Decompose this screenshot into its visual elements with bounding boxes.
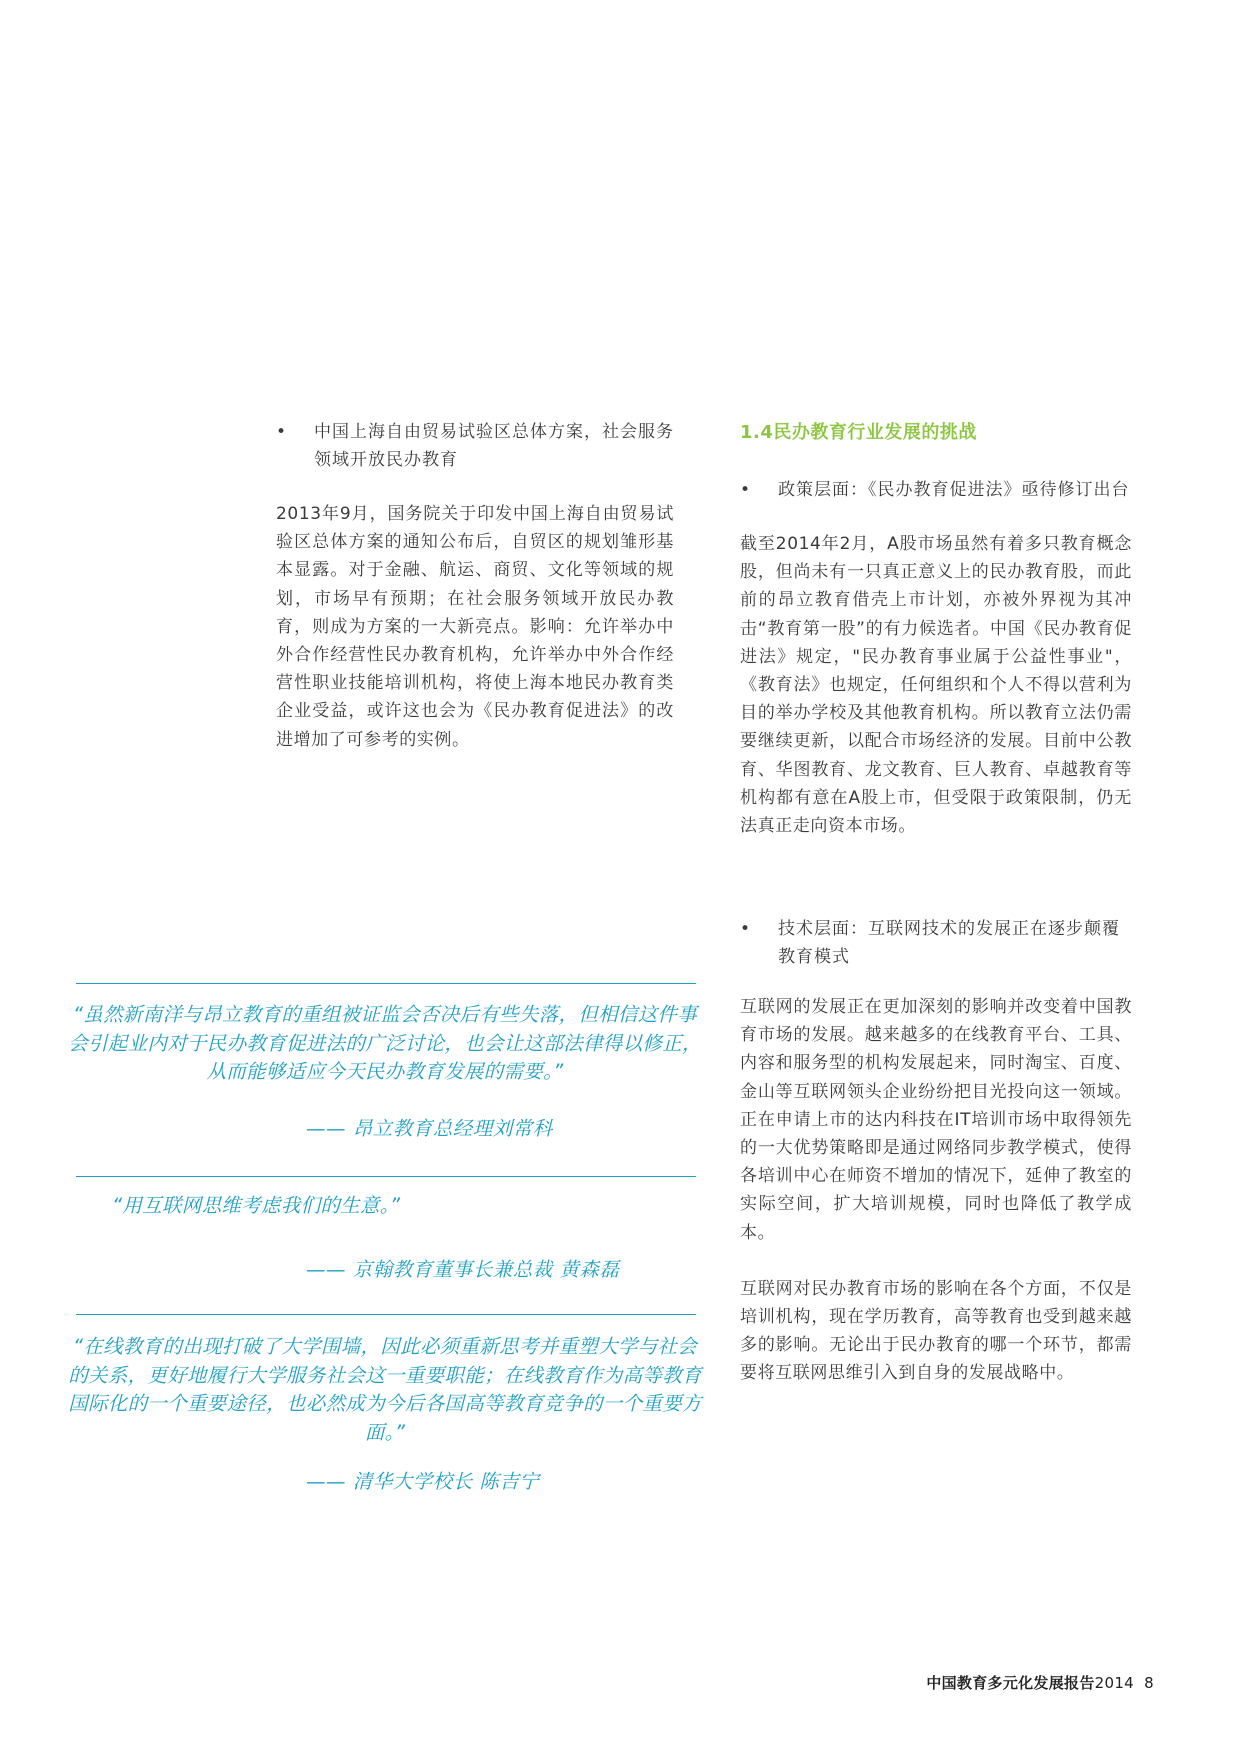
right-column-tech xyxy=(740,915,1132,1388)
page-number: 8 xyxy=(1144,1674,1154,1692)
quote-divider xyxy=(76,1314,696,1315)
quote-attribution-3: —— 清华大学校长 陈吉宁 xyxy=(306,1470,540,1493)
page-footer xyxy=(926,1672,1154,1693)
bullet-text: 技术层面：互联网技术的发展正在逐步颠覆教育模式 xyxy=(778,919,1120,967)
bullet-policy xyxy=(740,476,1132,504)
bullet-text: 政策层面：《民办教育促进法》亟待修订出台 xyxy=(778,480,1130,500)
bullet-dot: • xyxy=(740,480,752,500)
quote-divider xyxy=(76,983,696,984)
quote-text-3: “在线教育的出现打破了大学围墙，因此必须重新思考并重塑大学与社会的关系，更好地履行大学服务社会这一重要职能；在线教育作为高等教育国际化的一个重要途径，也必然成为今后各国高等教育竞争的一个重要方面。” xyxy=(68,1335,702,1444)
quote-attribution-2: —— 京翰教育董事长兼总裁 黄森磊 xyxy=(306,1258,620,1281)
paragraph-internet-impact: 互联网对民办教育市场的影响在各个方面，不仅是培训机构，现在学历教育，高等教育也受到越来越多的影响。无论出于民办教育的哪一个环节，都需要将互联网思维引入到自身的发展战略中。 xyxy=(740,1278,1132,1384)
quote-text-2: “用互联网思维考虑我们的生意。” xyxy=(112,1194,401,1217)
quote-divider xyxy=(76,1176,696,1177)
paragraph-policy: 截至2014年2月，A股市场虽然有着多只教育概念股，但尚未有一只真正意义上的民办教育股，而此前的昂立教育借壳上市计划，亦被外界视为其冲击“教育第一股”的有力候选者。中国《民办教育促进法》规定，"民办教育事业属于公益性事业"，《教育法》也规定，任何组织和个人不得以营利为目的举办学校及其他教育机构。所以教育立法仍需要继续更新，以配合市场经济的发展。目前中公教育、华图教育、龙文教育、巨人教育、卓越教育等机构都有意在A股上市，但受限于政策限制，仍无法真正走向资本市场。 xyxy=(740,534,1132,837)
left-column xyxy=(276,418,674,754)
quote-text-1: “虽然新南洋与昂立教育的重组被证监会否决后有些失落，但相信这件事会引起业内对于民办教育促进法的广泛讨论，也会让这部法律得以修正，从而能够适应今天民办教育发展的需要。” xyxy=(68,1003,702,1083)
report-title: 中国教育多元化发展报告 xyxy=(926,1674,1095,1692)
bullet-shanghai-ftz xyxy=(276,418,674,474)
bullet-dot: • xyxy=(276,422,288,442)
right-column xyxy=(740,476,1132,840)
paragraph-shanghai-ftz: 2013年9月，国务院关于印发中国上海自由贸易试验区总体方案的通知公布后，自贸区的规划雏形基本显露。对于金融、航运、商贸、文化等领域的规划，市场早有预期；在社会服务领域开放民办教育，则成为方案的一大新亮点。影响：允许举办中外合作经营性民办教育机构，允许举办中外合作经营性职业技能培训机构，将使上海本地民办教育类企业受益，或许这也会为《民办教育促进法》的改进增加了可参考的实例。 xyxy=(276,504,674,750)
bullet-dot: • xyxy=(740,919,752,939)
paragraph-technology: 互联网的发展正在更加深刻的影响并改变着中国教育市场的发展。越来越多的在线教育平台、工具、内容和服务型的机构发展起来，同时淘宝、百度、金山等互联网领头企业纷纷把目光投向这一领域。正在申请上市的达内科技在IT培训市场中取得领先的一大优势策略即是通过网络同步教学模式，使得各培训中心在师资不增加的情况下，延伸了教室的实际空间，扩大培训规模，同时也降低了教学成本。 xyxy=(740,997,1132,1243)
quote-attribution-1: —— 昂立教育总经理刘常科 xyxy=(306,1117,553,1140)
bullet-technology xyxy=(740,915,1132,971)
section-title: 1.4民办教育行业发展的挑战 xyxy=(740,422,977,443)
report-year: 2014 xyxy=(1094,1674,1135,1692)
bullet-text: 中国上海自由贸易试验区总体方案，社会服务领域开放民办教育 xyxy=(314,422,674,470)
